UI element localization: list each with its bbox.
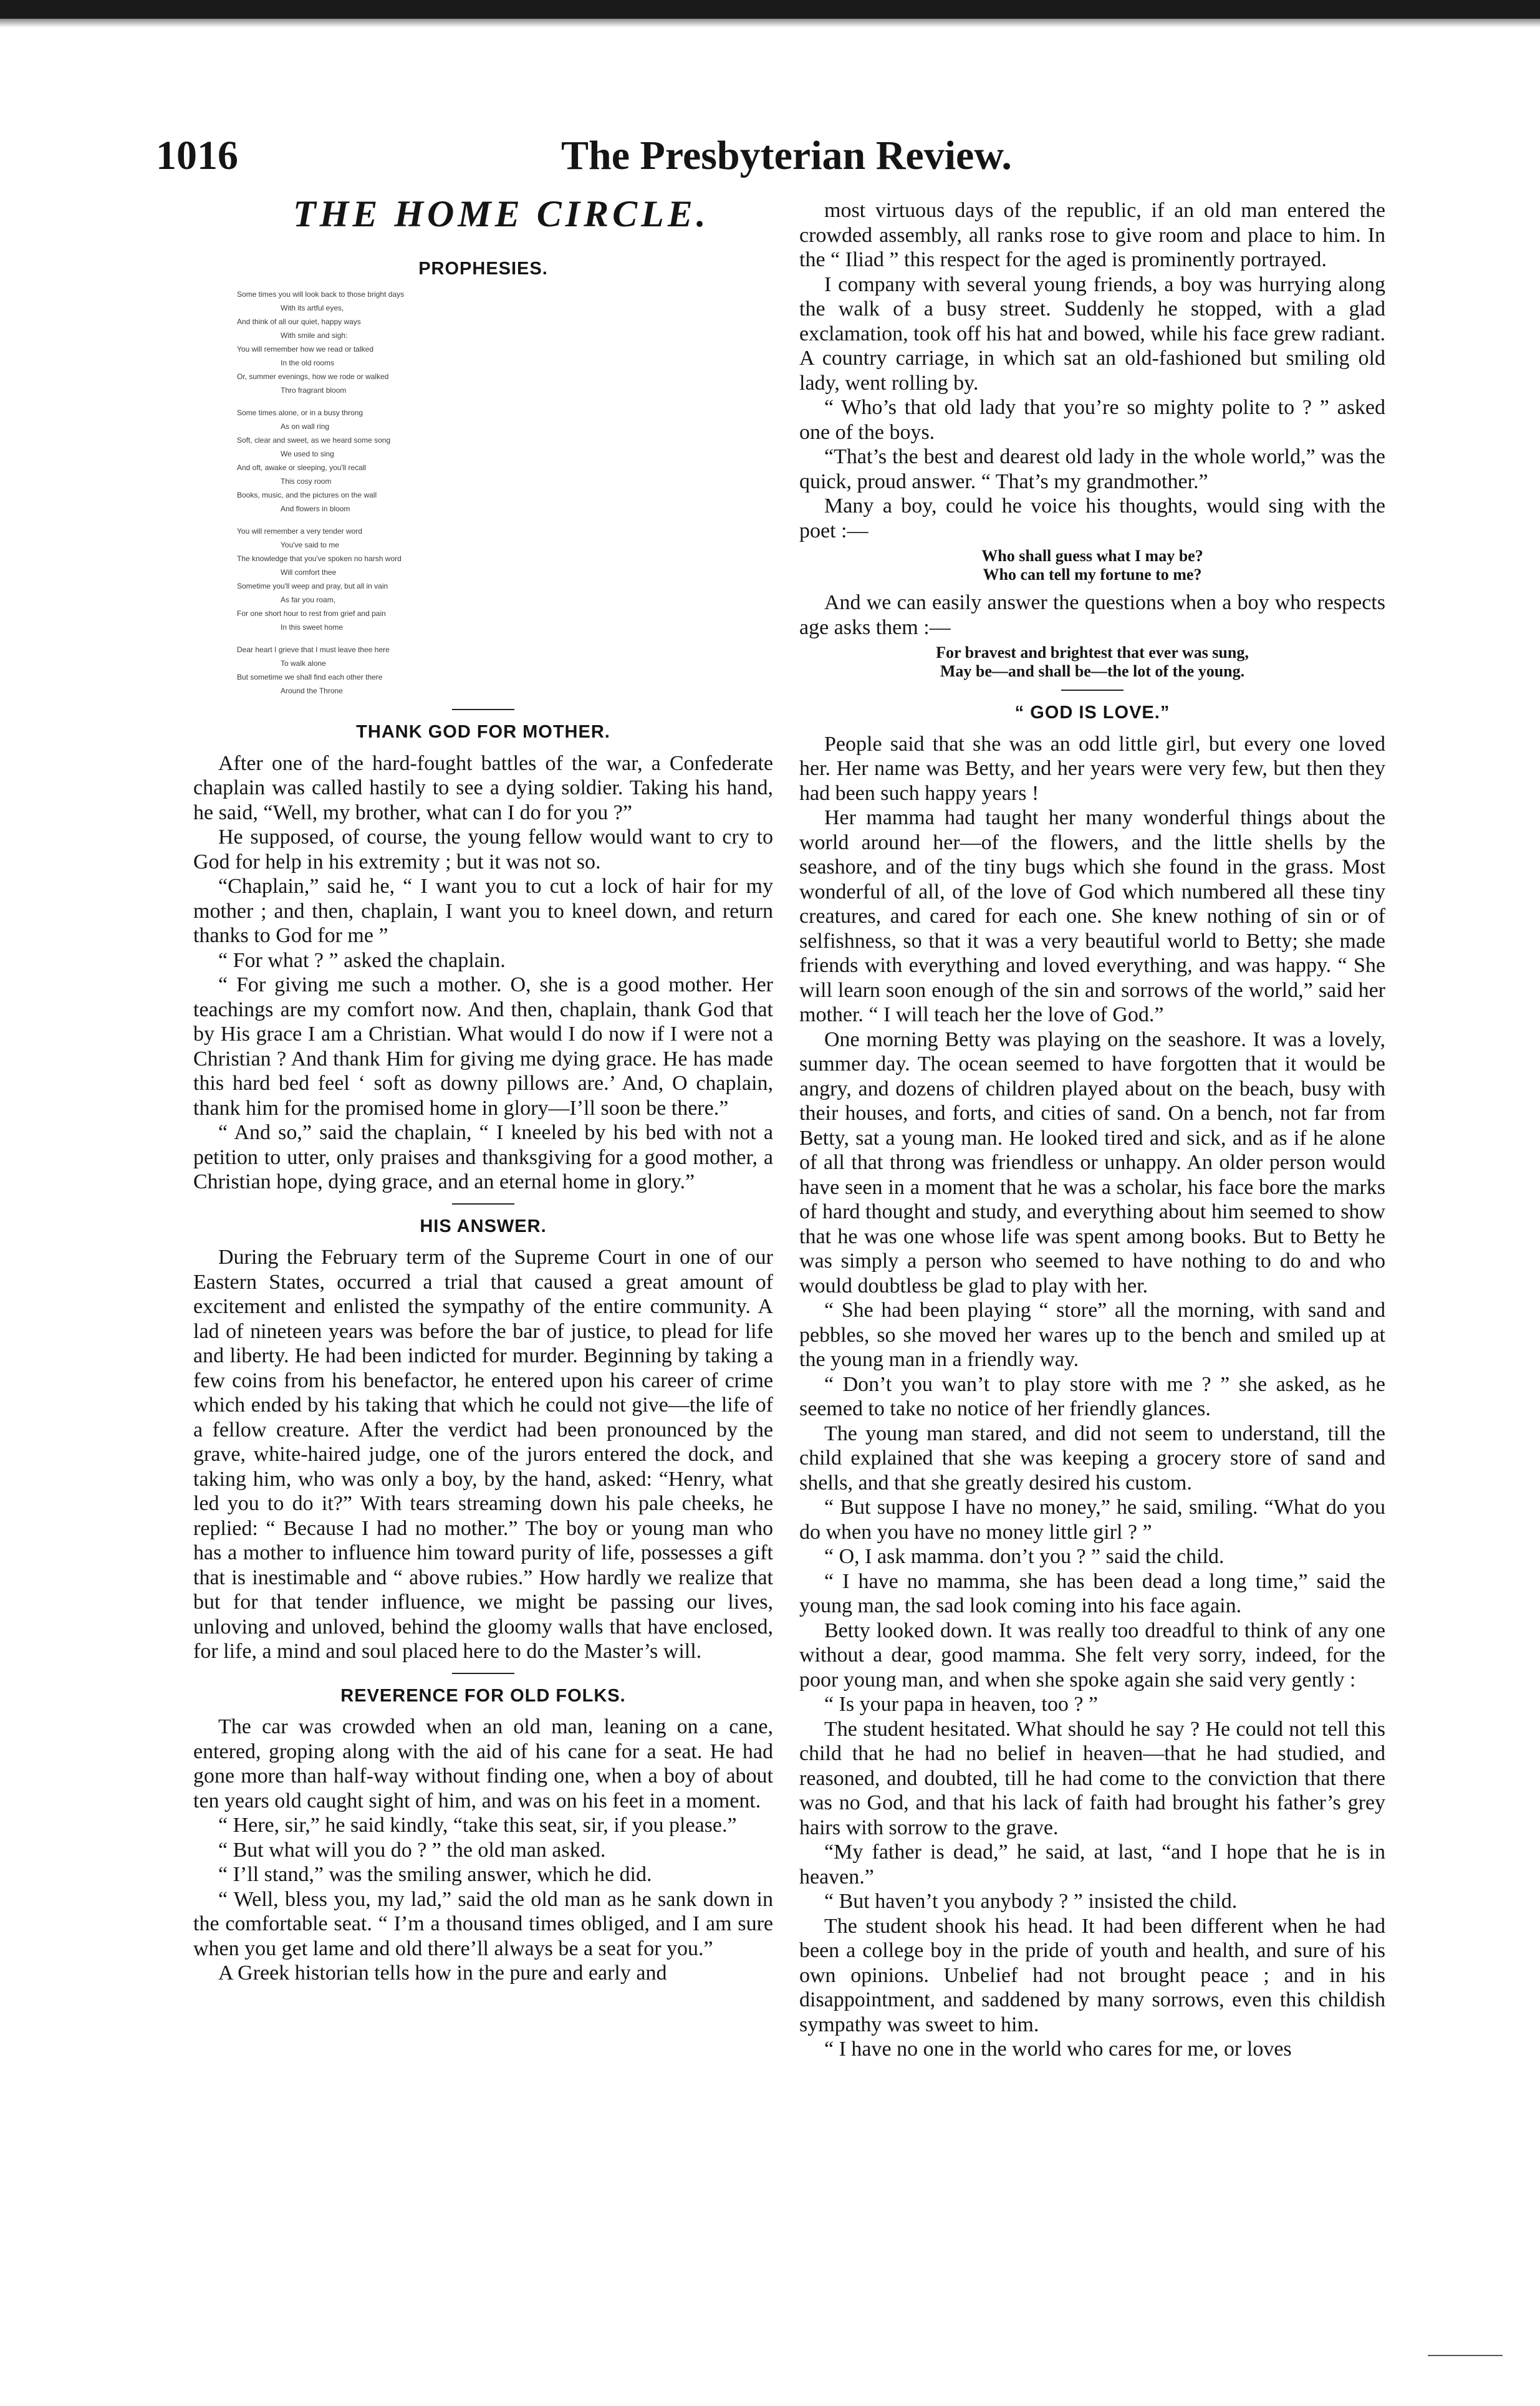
poem-line: You've said to me [281, 541, 339, 549]
paragraph: The student shook his head. It had been different when he had been a college boy in the pride of youth and health, and sure of his own opinions. Unbelief had not brought peace ; and in his disappointment, and saddened by many sorrows, even this childish sympathy was sweet to him. [799, 1914, 1385, 2036]
paragraph: “ I’ll stand,” was the smiling answer, which he did. [218, 1863, 652, 1886]
answer-heading: HIS ANSWER. [420, 1216, 547, 1236]
section-title: THE HOME CIRCLE. [293, 193, 710, 234]
verse-quote [799, 643, 1385, 681]
paragraph: “ Here, sir,” he said kindly, “take this seat, sir, if you please.” [218, 1814, 737, 1837]
love-heading: “ GOD IS LOVE.” [1014, 703, 1170, 723]
reverence-heading: REVERENCE FOR OLD FOLKS. [340, 1685, 626, 1706]
poem-line: Will comfort thee [281, 568, 337, 577]
poem-line: Some times you will look back to those bright days [237, 290, 405, 299]
paragraph: I company with several young friends, a boy was hurrying along the walk of a busy street. Suddenly he stopped, with a glad exclamation, took off his hat and bowed, while his face grew radiant. A country carriage, in which sat an old-fashioned but smiling old lady, went rolling by. [799, 272, 1385, 395]
paragraph: “That’s the best and dearest old lady in the whole world,” was the quick, proud answer. “ That’s my grandmother.” [799, 445, 1385, 493]
poem-line: To walk alone [281, 659, 326, 668]
poem-line: We used to sing [281, 450, 334, 458]
verse-line: May be—and shall be—the lot of the young. [940, 662, 1245, 680]
poem-line: As far you roam, [281, 595, 336, 604]
scan-edge [0, 0, 1540, 19]
poem [237, 287, 623, 698]
paragraph: “ For what ? ” asked the chaplain. [218, 948, 506, 972]
left-column [193, 193, 773, 1986]
paragraph: The young man stared, and did not seem to understand, till the child explained that she was keeping a grocery store of sand and shells, and that she greatly desired his custom. [799, 1422, 1385, 1494]
poem-line: But sometime we shall find each other there [237, 673, 383, 681]
poem-line: And think of all our quiet, happy ways [237, 317, 361, 326]
scan-edge-shade [0, 19, 1540, 27]
paragraph: During the February term of the Supreme Court in one of our Eastern States, occurred a trial that caused a great amount of excitement and enlisted the sympathy of the entire community. A lad of nineteen years was before the bar of justice, to plead for life and liberty. He had been indicted for murder. Beginning by taking a few coins from his benefactor, he entered upon his career of crime which ended by his taking that which he could not give—the life of a fellow creature. After the verdict had been pronounced by the grave, white-haired judge, one of the jurors entered the dock, and taking him, who was only a boy, by the hand, asked: “Henry, what led you to do it?” With tears streaming down his pale cheeks, he replied: “ Because I had no mother.” The boy or young man who has a mother to influence him toward purity of life, possesses a gift that is inestimable and “ above rubies.” How hardly we realize that but for that tender influence, we might be passing our lives, unloving and unloved, behind the gloomy walls that have enclosed, for life, a mind and soul placed here to do the Master’s will. [193, 1246, 773, 1663]
paragraph: And we can easily answer the questions when a boy who respects age asks them :— [799, 591, 1385, 639]
poem-line: Around the Throne [281, 686, 343, 695]
paragraph: “ She had been playing “ store” all the morning, with sand and pebbles, so she moved her wares up to the bench and smiled up at the young man in a friendly way. [799, 1299, 1385, 1371]
divider-rule [452, 1673, 514, 1674]
paragraph: He supposed, of course, the young fellow would want to cry to God for help in his extremity ; but it was not so. [193, 825, 773, 873]
poem-line: Dear heart I grieve that I must leave thee here [237, 645, 390, 654]
paragraph: “ And so,” said the chaplain, “ I kneeled by his bed with not a petition to utter, only praises and thanksgiving for a good mother, a Christian hope, dying grace, and an eternal home in glory.” [193, 1121, 773, 1193]
poem-line: For one short hour to rest from grief and pain [237, 609, 386, 618]
poem-line: And oft, awake or sleeping, you'll recall [237, 463, 367, 472]
poem-line: As on wall ring [281, 422, 330, 431]
answer-story [193, 1245, 773, 1664]
divider-rule [452, 709, 514, 710]
paragraph: Her mamma had taught her many wonderful things about the world around her—of the flowers, and the little shells by the seashore, and of the tiny bugs which she found in the grass. Most wonderful of all, of the love of God which numbered all these tiny creatures, and cared for each one. She knew nothing of sin or of selfishness, so that it was a very beautiful world to Betty; she made friends with everything and loved everything, and was happy. “ She will learn soon enough of the sin and sorrows of the world,” said her mother. “ I will teach her the love of God.” [799, 806, 1385, 1026]
right-column [799, 198, 1385, 2062]
paragraph: “ O, I ask mamma. don’t you ? ” said the child. [824, 1545, 1225, 1568]
poem-line: The knowledge that you've spoken no harsh word [237, 554, 402, 563]
poem-stanza [237, 643, 623, 698]
margin-mark [1428, 2355, 1503, 2356]
divider-rule [1061, 690, 1124, 691]
poem-stanza [237, 524, 623, 634]
poem-line: This cosy room [281, 477, 332, 486]
poem-heading: PROPHESIES. [418, 258, 548, 279]
poem-line: Or, summer evenings, how we rode or walked [237, 372, 389, 381]
poem-line: With smile and sigh: [281, 331, 348, 340]
poem-line: Thro fragrant bloom [281, 386, 347, 395]
poem-line: In the old rooms [281, 358, 335, 367]
love-story [799, 732, 1385, 2062]
paragraph: Betty looked down. It was really too dreadful to think of any one without a dear, good mamma. She felt very sorry, indeed, for the poor young man, and when she spoke again she said very gently : [799, 1619, 1385, 1691]
poem-line: Soft, clear and sweet, as we heard some song [237, 436, 391, 445]
reverence-continued [799, 198, 1385, 543]
paragraph: A Greek historian tells how in the pure and early and [218, 1961, 667, 1985]
poem-line: You will remember how we read or talked [237, 345, 373, 354]
paragraph: most virtuous days of the republic, if an old man entered the crowded assembly, all ranks rose to give room and place to him. In the “ Iliad ” this respect for the aged is prominently portrayed. [799, 199, 1385, 271]
poem-line: With its artful eyes, [281, 304, 344, 312]
paragraph: “Chaplain,” said he, “ I want you to cut a lock of hair for my mother ; and then, chaplain, I want you to kneel down, and return thanks to God for me ” [193, 875, 773, 947]
poem-line: You will remember a very tender word [237, 527, 362, 536]
paragraph: “ Who’s that old lady that you’re so mighty polite to ? ” asked one of the boys. [799, 396, 1385, 444]
page-number: 1016 [156, 133, 238, 178]
paragraph: After one of the hard-fought battles of the war, a Confederate chaplain was called hastily to see a dying soldier. Taking his hand, he said, “Well, my brother, what can I do for you ?” [193, 751, 773, 824]
paragraph: “ I have no mamma, she has been dead a long time,” said the young man, the sad look coming into his face again. [799, 1569, 1385, 1617]
paragraph: “ Don’t you wan’t to play store with me ? ” she asked, as he seemed to take no notice of her friendly glances. [799, 1372, 1385, 1420]
mother-heading: THANK GOD FOR MOTHER. [356, 722, 610, 742]
reverence-story [193, 1715, 773, 1986]
paragraph: “ But suppose I have no money,” he said, smiling. “What do you do when you have no money little girl ? ” [799, 1496, 1385, 1544]
verse-quote [799, 547, 1385, 584]
poem-line: Sometime you'll weep and pray, but all in vain [237, 582, 388, 590]
paragraph: “My father is dead,” he said, at last, “and I hope that he is in heaven.” [799, 1841, 1385, 1889]
paragraph: “ But what will you do ? ” the old man asked. [218, 1838, 606, 1862]
paragraph: The car was crowded when an old man, leaning on a cane, entered, groping along with the aid of his cane for a seat. He had gone more than half-way without finding one, when a boy of about ten years old caught sight of him, and was on his feet in a moment. [193, 1715, 773, 1812]
paragraph: One morning Betty was playing on the seashore. It was a lovely, summer day. The ocean seemed to have forgotten that it would be angry, and dozens of children played about on the beach, busy with their houses, and forts, and cities of sand. On a bench, not far from Betty, sat a young man. He looked tired and sick, and as if he alone of all that throng was friendless or unhappy. An older person would have seen in a moment that he was a scholar, his face bore the marks of hard thought and study, and everything about him seemed to show that he was one whose life was spent among books. But to Betty he was simply a person who seemed to have nothing to do and who would doubtless be glad to play with her. [799, 1027, 1385, 1297]
paragraph: Many a boy, could he voice his thoughts, would sing with the poet :— [799, 494, 1385, 542]
poem-line: Books, music, and the pictures on the wall [237, 491, 377, 499]
paragraph: “ For giving me such a mother. O, she is a good mother. Her teachings are my comfort now. And then, chaplain, thank God that by His grace I am a Christian. What would I do now if I were not a Christian ? And thank Him for giving me dying grace. He has made this hard bed feel ‘ soft as downy pillows are.’ And, O chaplain, thank him for the promised home in glory—I’ll soon be there.” [193, 973, 773, 1120]
paragraph: “ I have no one in the world who cares for me, or loves [824, 2038, 1292, 2061]
poem-line: In this sweet home [281, 623, 344, 632]
paragraph: The student hesitated. What should he say ? He could not tell this child that he had no belief in heaven—that he had studied, and reasoned, and doubted, till he had come to the conviction that there was no God, and that his lack of faith had brought his father’s grey hairs with sorrow to the grave. [799, 1717, 1385, 1839]
divider-rule [452, 1203, 514, 1205]
paragraph: “ Is your papa in heaven, too ? ” [824, 1693, 1098, 1716]
verse-line: Who can tell my fortune to me? [983, 565, 1202, 584]
running-head: The Presbyterian Review. [561, 133, 1012, 178]
verse-line: Who shall guess what I may be? [981, 547, 1203, 565]
paragraph: “ But haven’t you anybody ? ” insisted the child. [824, 1890, 1238, 1913]
poem-stanza [237, 406, 623, 516]
poem-line: Some times alone, or in a busy throng [237, 408, 363, 417]
verse-line: For bravest and brightest that ever was sung, [936, 643, 1249, 662]
poem-stanza [237, 287, 623, 397]
paragraph: “ Well, bless you, my lad,” said the old man as he sank down in the comfortable seat. “ I’m a thousand times obliged, and I am sure when you get lame and old there’ll always be a seat for you.” [193, 1887, 773, 1960]
mother-story [193, 751, 773, 1195]
poem-line: And flowers in bloom [281, 504, 350, 513]
paragraph: People said that she was an odd little girl, but every one loved her. Her name was Betty, and her years were very few, but then they had been such happy years ! [799, 732, 1385, 805]
